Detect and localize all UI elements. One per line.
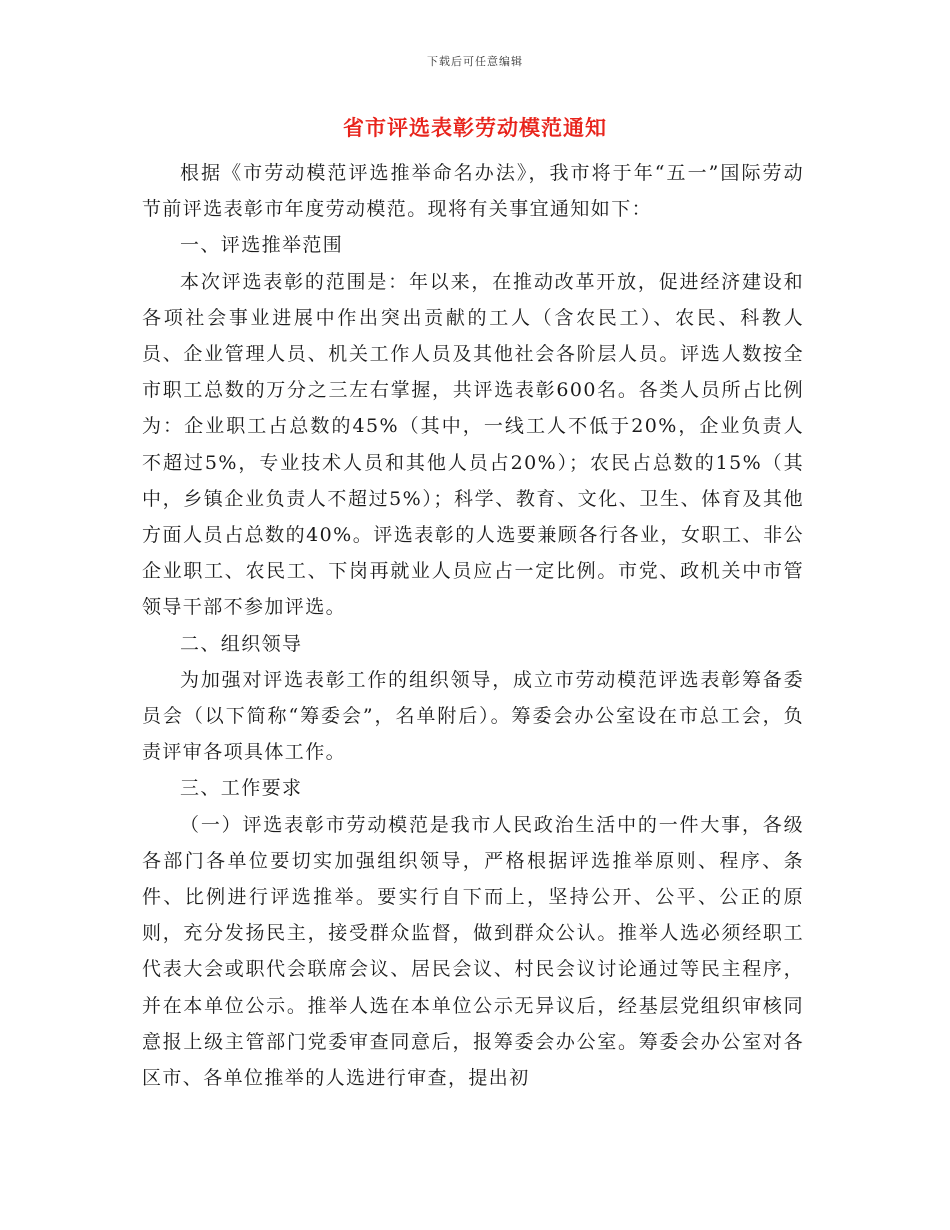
paragraph-scope: 本次评选表彰的范围是：年以来，在推动改革开放，促进经济建设和各项社会事业进展中作出突出贡献的工人（含农民工）、农民、科教人员、企业管理人员、机关工作人员及其他社会各阶层人员。评选人数按全市职工总数的万分之三左右掌握，共评选表彰600名。各类人员所占比例为：企业职工占总数的45%（其中，一线工人不低于20%，企业负责人不超过5%，专业技术人员和其他人员占20%）；农民占总数的15%（其中，乡镇企业负责人不超过5%）；科学、教育、文化、卫生、体育及其他方面人员占总数的40%。评选表彰的人选要兼顾各行各业，女职工、非公企业职工、农民工、下岗再就业人员应占一定比例。市党、政机关中市管领导干部不参加评选。 xyxy=(142,270,804,619)
paragraph-intro: 根据《市劳动模范评选推举命名办法》，我市将于年“五一”国际劳动节前评选表彰市年度劳动模范。现将有关事宜通知如下： xyxy=(142,162,804,221)
document-body xyxy=(142,155,804,1096)
paragraph-organization: 为加强对评选表彰工作的组织领导，成立市劳动模范评选表彰筹备委员会（以下简称“筹委会”，名单附后）。筹委会办公室设在市总工会，负责评审各项具体工作。 xyxy=(142,668,804,764)
header-note: 下载后可任意编辑 xyxy=(427,55,523,68)
section-heading-3: 三、工作要求 xyxy=(180,777,303,800)
section-heading-2: 二、组织领导 xyxy=(180,632,303,655)
document-title: 省市评选表彰劳动模范通知 xyxy=(343,115,607,140)
section-heading-1: 一、评选推举范围 xyxy=(180,234,344,257)
paragraph-requirements: （一）评选表彰市劳动模范是我市人民政治生活中的一件大事，各级各部门各单位要切实加强组织领导，严格根据评选推举原则、程序、条件、比例进行评选推举。要实行自下而上，坚持公开、公平、公正的原则，充分发扬民主，接受群众监督，做到群众公认。推举人选必须经职工代表大会或职代会联席会议、居民会议、村民会议讨论通过等民主程序，并在本单位公示。推举人选在本单位公示无异议后，经基层党组织审核同意报上级主管部门党委审查同意后，报筹委会办公室。筹委会办公室对各区市、各单位推举的人选进行审查，提出初 xyxy=(142,813,804,1090)
